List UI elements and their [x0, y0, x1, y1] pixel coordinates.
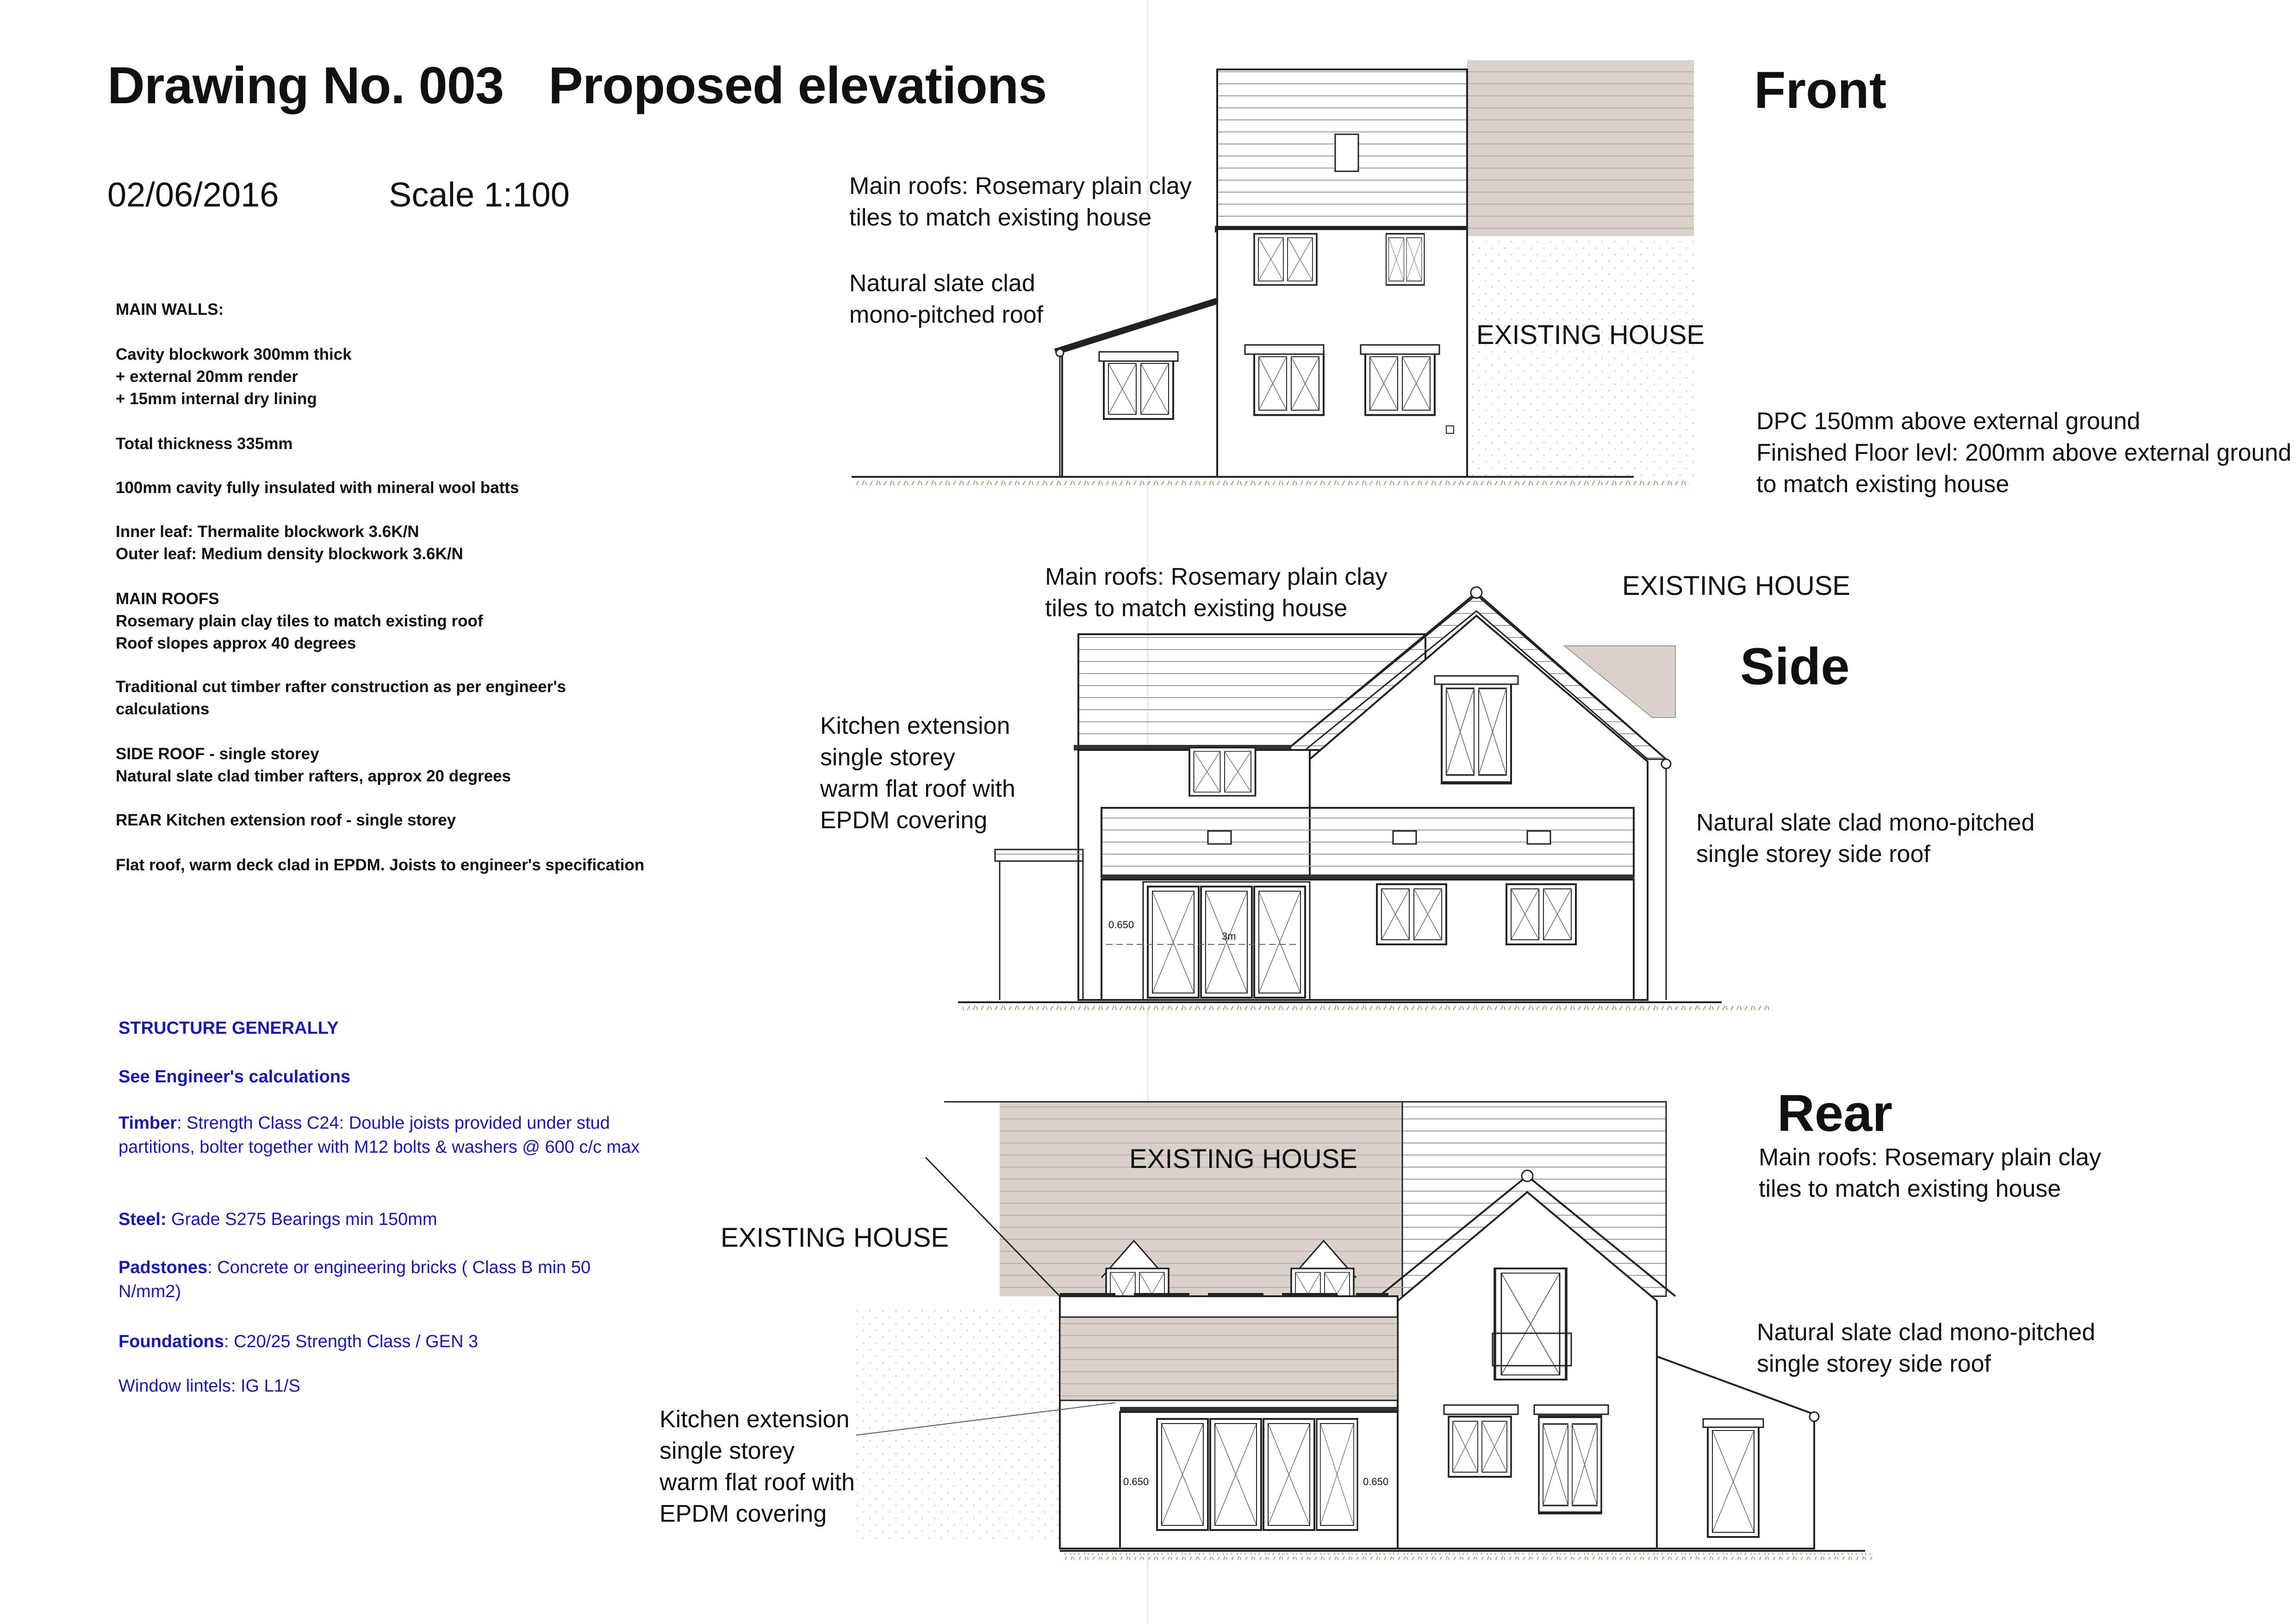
rear-kitchen-note-2: single storey [660, 1437, 795, 1464]
rear-slate-note-2: single storey side roof [1757, 1350, 1991, 1377]
side-kitchen-note-2: single storey [820, 744, 955, 771]
side-dim-width: 3m [1222, 931, 1236, 942]
structure-foundations: Foundations: C20/25 Strength Class / GEN 3 [118, 1332, 479, 1351]
structure-padstones: Padstones: Concrete or engineering bricks ( Class B min 50 N/mm2) [118, 1258, 591, 1301]
rear-kitchen-note-3: warm flat roof with [660, 1469, 855, 1496]
side-roof-note-2: tiles to match existing house [1045, 595, 1348, 622]
side-slate-note-2: single storey side roof [1696, 841, 1930, 868]
rear-kitchen-note-1: Kitchen extension [660, 1406, 850, 1433]
front-roof-note-1: Main roofs: Rosemary plain clay [849, 173, 1192, 200]
side-kitchen-note-1: Kitchen extension [820, 712, 1010, 739]
structure-steel: Steel: Grade S275 Bearings min 150mm [118, 1210, 437, 1229]
front-slate-note-2: mono-pitched roof [849, 301, 1044, 328]
side-kitchen-note-4: EPDM covering [820, 807, 988, 834]
rear-roof-note-2: tiles to match existing house [1759, 1175, 2061, 1202]
spec-flat-roof: Flat roof, warm deck clad in EPDM. Joists to engineer's specification [116, 856, 645, 874]
spec-rear-roof: REAR Kitchen extension roof - single storey [116, 811, 456, 829]
structure-lintels: Window lintels: IG L1/S [118, 1376, 300, 1396]
spec-main-walls: MAIN WALLS: [116, 300, 224, 319]
spec-insulation: 100mm cavity fully insulated with mineral wool batts [116, 479, 519, 497]
spec-rafter: Traditional cut timber rafter construction as per engineer's calculations [116, 678, 566, 718]
rear-existing-house-upper: EXISTING HOUSE [1129, 1144, 1358, 1174]
spec-thickness: Total thickness 335mm [116, 435, 293, 453]
rear-roof-note-1: Main roofs: Rosemary plain clay [1759, 1144, 2101, 1171]
side-elevation [958, 587, 1773, 1011]
side-dim-height: 0.650 [1108, 919, 1134, 931]
spec-main-roofs: MAIN ROOFS Rosemary plain clay tiles to match existing roof Roof slopes approx 40 degrees [116, 590, 483, 652]
rear-existing-house-left: EXISTING HOUSE [721, 1223, 949, 1253]
front-roof-note-2: tiles to match existing house [849, 204, 1152, 231]
drawing-scale: Scale 1:100 [389, 175, 570, 214]
dpc-note-2: Finished Floor levl: 200mm above external ground [1756, 439, 2292, 466]
spec-side-roof: SIDE ROOF - single storey Natural slate clad timber rafters, approx 20 degrees [116, 745, 511, 785]
rear-dim-right: 0.650 [1363, 1476, 1389, 1487]
drawing-number: Drawing No. 003 [107, 56, 504, 114]
page-title: Proposed elevations [548, 56, 1047, 114]
side-slate-note-1: Natural slate clad mono-pitched [1696, 809, 2035, 836]
side-existing-house: EXISTING HOUSE [1622, 571, 1851, 601]
existing-house-roof-front [1467, 60, 1694, 236]
front-existing-house: EXISTING HOUSE [1476, 320, 1705, 350]
side-view-label: Side [1740, 637, 1850, 695]
structure-see-calcs: See Engineer's calculations [118, 1067, 351, 1087]
drawing-date: 02/06/2016 [107, 175, 279, 214]
rear-slate-note-1: Natural slate clad mono-pitched [1757, 1319, 2096, 1346]
structure-heading: STRUCTURE GENERALLY [118, 1018, 339, 1038]
spec-cavity: Cavity blockwork 300mm thick + external 20mm render + 15mm internal dry lining [116, 345, 352, 408]
dpc-note-3: to match existing house [1756, 471, 2010, 498]
dpc-note-1: DPC 150mm above external ground [1756, 408, 2140, 435]
structure-timber: Timber: Strength Class C24: Double joists provided under stud partitions, bolter together with M12 bolts & washers @ 600 c/c max [118, 1113, 640, 1157]
rear-dim-left: 0.650 [1123, 1476, 1149, 1487]
side-roof-note-1: Main roofs: Rosemary plain clay [1045, 563, 1388, 590]
front-view-label: Front [1754, 61, 1887, 119]
spec-leaves: Inner leaf: Thermalite blockwork 3.6K/N Outer leaf: Medium density blockwork 3.6K/N [116, 523, 463, 563]
rear-kitchen-note-4: EPDM covering [660, 1500, 827, 1527]
rear-view-label: Rear [1777, 1084, 1893, 1142]
side-kitchen-note-3: warm flat roof with [820, 775, 1015, 802]
rear-kitchen-extension-roof [1060, 1317, 1398, 1400]
rear-elevation [856, 1102, 1874, 1560]
kitchen-extension-roof [1101, 808, 1634, 877]
front-slate-note-1: Natural slate clad [849, 270, 1035, 297]
